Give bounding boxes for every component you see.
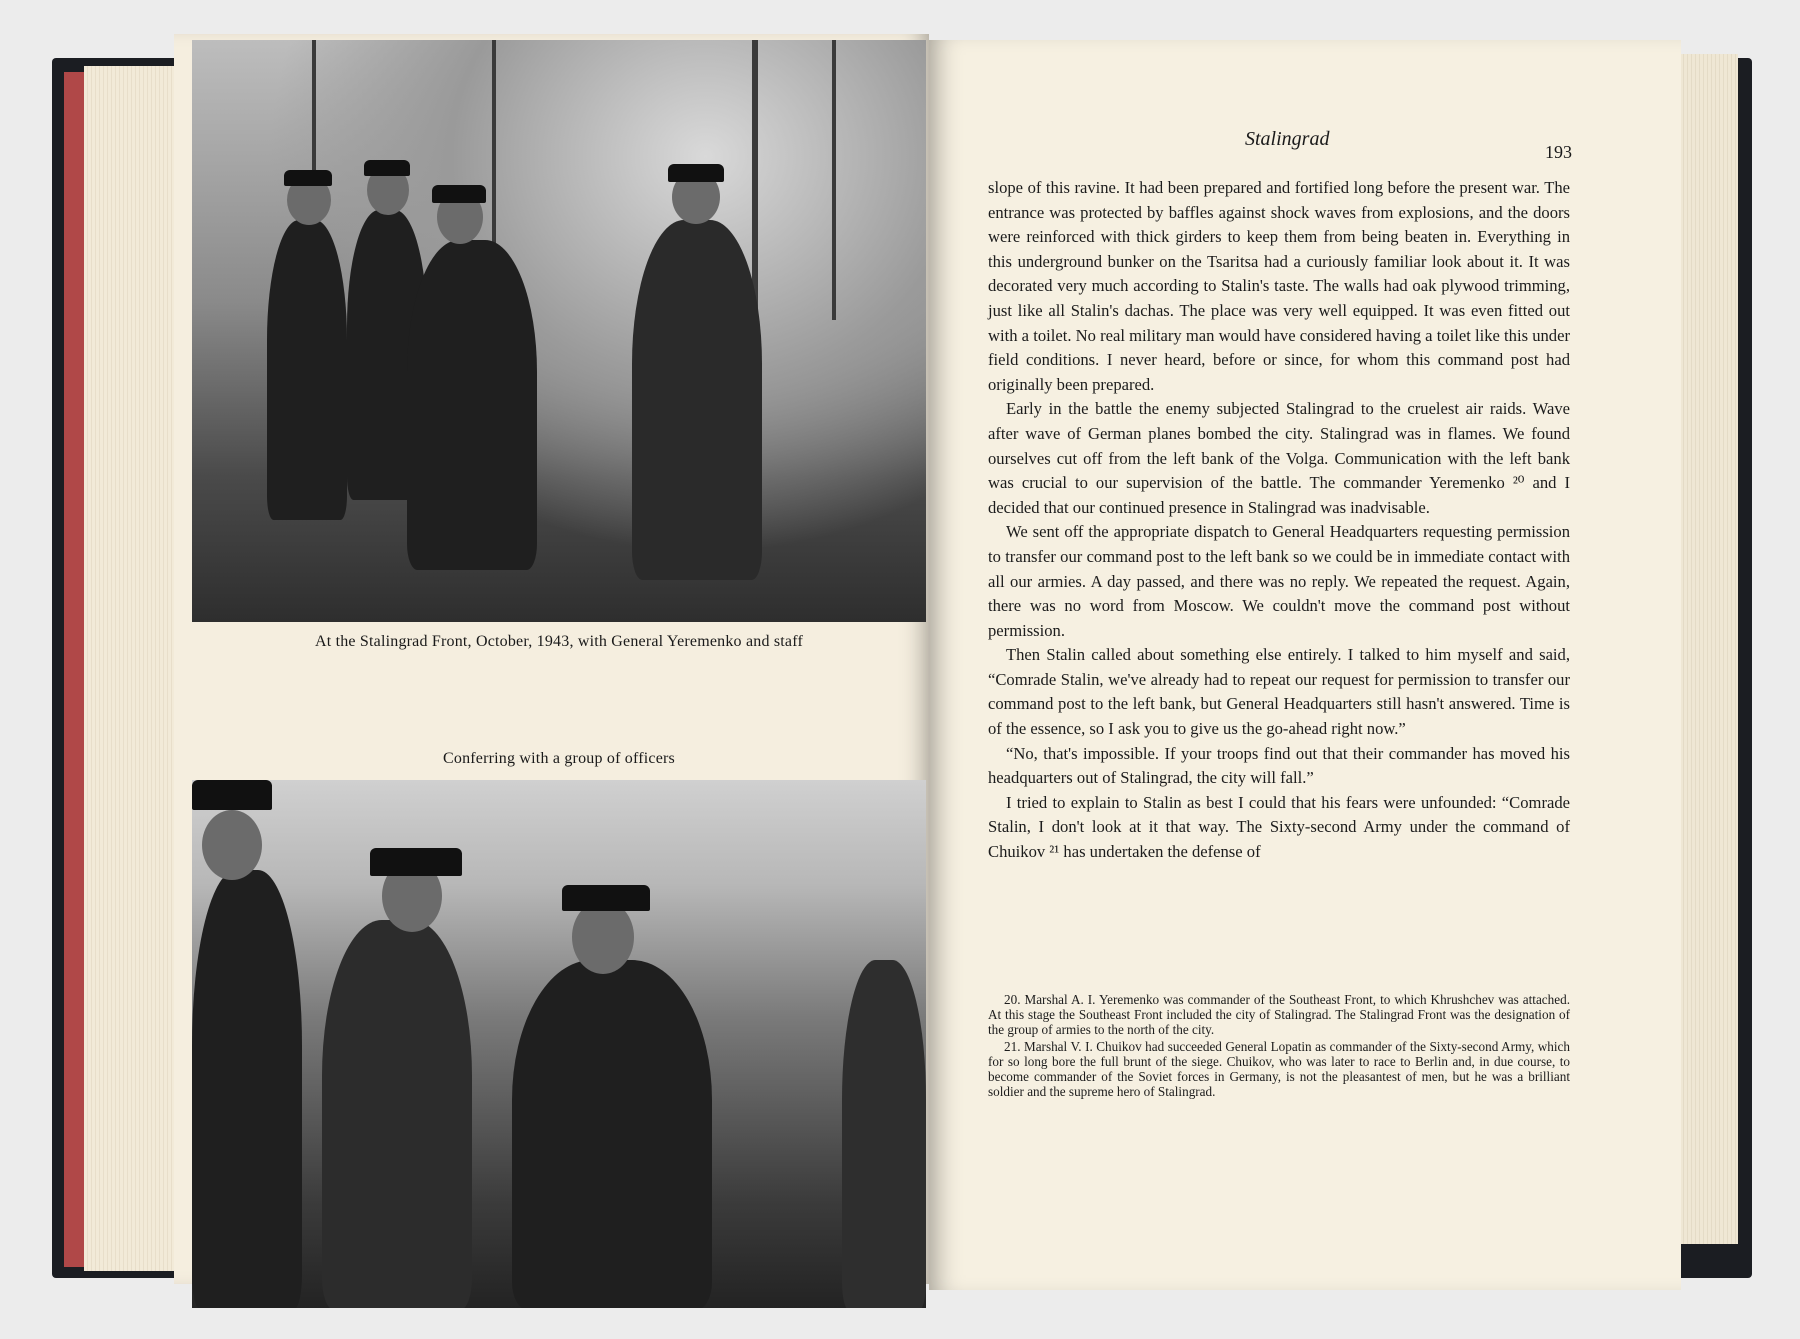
page-number: 193 [1545,142,1572,162]
running-head: Stalingrad [1245,128,1330,150]
footnotes [988,992,1570,1101]
officer-cap [284,170,332,186]
officer-figure [632,220,762,580]
officer-cap [364,160,410,176]
body-text [988,176,1570,865]
photo-conferring-officers [192,780,926,1308]
officer-figure [842,960,926,1308]
officer-cap [370,848,462,876]
officer-head [572,900,634,974]
officer-head [202,810,262,880]
paragraph: We sent off the appropriate dispatch to General Headquarters requesting permission to transfer our command post to the left bank so we could be in immediate contact with all our armies. A day passed, and there was no reply. We repeated the request. Again, there was no word from Moscow. We couldn't move the command post without permission. [988,522,1570,640]
officer-cap [562,885,650,911]
footnote: 21. Marshal V. I. Chuikov had succeeded General Lopatin as commander of the Sixty-second Army, which for so long bore the full brunt of the siege. Chuikov, who was later to race to Berlin and, in due course, to become commander of the Soviet forces in Germany, is not the pleasantest of men, but he was a brilliant soldier and the supreme hero of Stalingrad. [988,1039,1570,1099]
officer-figure [512,960,712,1308]
paragraph: slope of this ravine. It had been prepared and fortified long before the present war. The entrance was protected by baffles against shock waves from explosions, and the doors were reinforced with thick girders to keep them from being beaten in. Everything in this underground bunker on the Tsaritsa had a curiously familiar look about it. It was decorated very much according to Stalin's taste. The walls had oak plywood trimming, just like all Stalin's dachas. The place was very well equipped. It was even fitted out with a toilet. No real military man would have considered having a toilet like this under field conditions. I never heard, before or since, for whom this command post had originally been prepared. [988,178,1570,394]
footnote: 20. Marshal A. I. Yeremenko was commander of the Southeast Front, to which Khrushchev was attached. At this stage the Southeast Front included the city of Stalingrad. The Stalingrad Front was the designation of the group of armies to the north of the city. [988,992,1570,1037]
officer-figure [267,220,347,520]
paragraph: Early in the battle the enemy subjected Stalingrad to the cruelest air raids. Wave after wave of German planes bombed the city. Stalingrad was in flames. We found ourselves cut off from the left bank of the Volga. Communication with the left bank was crucial to our supervision of the battle. The commander Yeremenko ²⁰ and I decided that our continued presence in Stalingrad was inadvisable. [988,399,1570,517]
tree-trunk [832,40,836,320]
paragraph: “No, that's impossible. If your troops find out that their commander has moved his headquarters out of Stalingrad, the city will fall.” [988,743,1570,788]
officer-cap [668,164,724,182]
officer-figure [407,240,537,570]
photo-caption-bottom: Conferring with a group of officers [443,750,675,767]
photo-caption-top: At the Stalingrad Front, October, 1943, with General Yeremenko and staff [314,633,804,650]
officer-cap [192,780,272,810]
paragraph: Then Stalin called about something else entirely. I talked to him myself and said, “Comrade Stalin, we've already had to repeat our request for permission to transfer our command post to the left bank, but General Headquarters still hasn't answered. Time is of the essence, so I ask you to give us the go-ahead right now.” [988,645,1570,739]
page-stack-left [84,66,180,1271]
officer-cap [432,185,486,203]
photo-stalingrad-front [192,40,926,622]
book-red-edge [64,72,86,1267]
officer-figure [322,920,472,1308]
paragraph: I tried to explain to Stalin as best I could that his fears were unfounded: “Comrade Stalin, I don't look at it that way. The Sixty-second Army under the command of Chuikov ²¹ has undertaken the defense of [988,792,1570,862]
officer-figure [192,870,302,1308]
